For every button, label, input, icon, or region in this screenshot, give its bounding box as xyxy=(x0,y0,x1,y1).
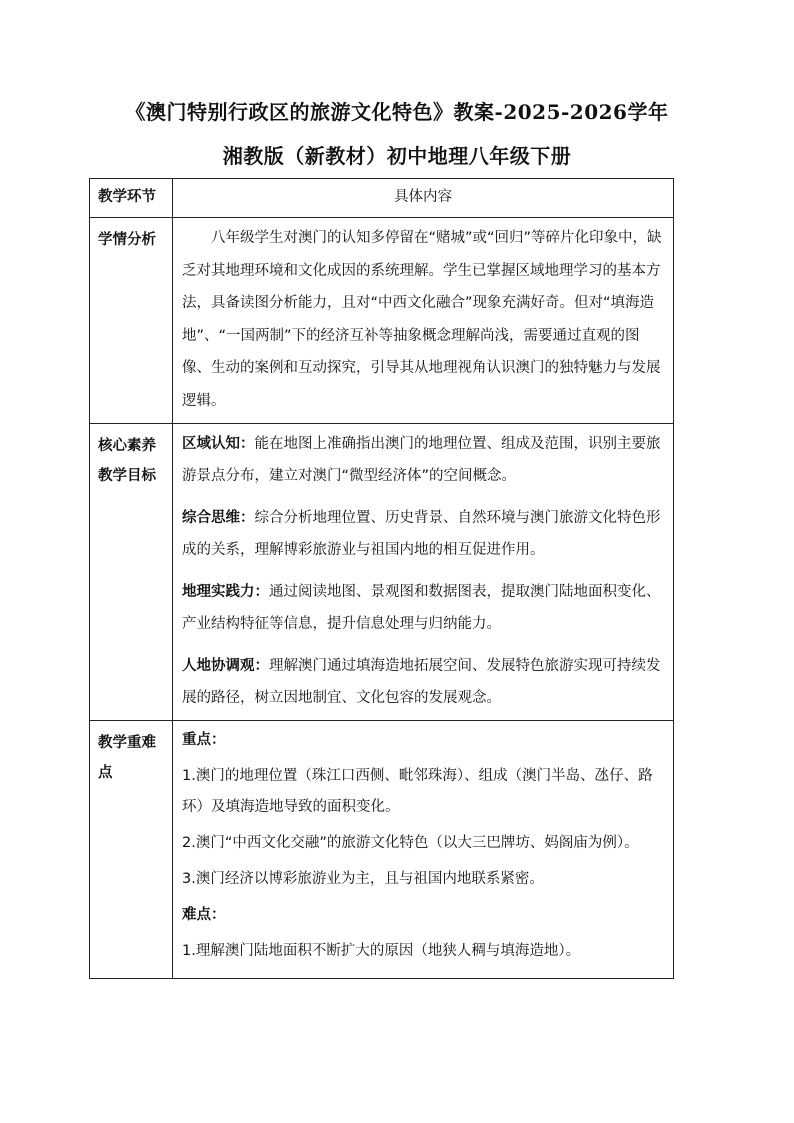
goal-geographic-practice: 地理实践力：通过阅读地图、景观图和数据图表，提取澳门陆地面积变化、产业结构特征等信息，提升信息处理与归纳能力。 xyxy=(182,584,661,632)
difficulty-heading: 难点： xyxy=(182,907,226,923)
key-points-label: 教学重难点 xyxy=(90,721,173,979)
goal-regional-cognition: 区域认知：能在地图上准确指出澳门的地理位置、组成及范围，识别主要旅游景点分布，建立对澳门“微型经济体”的空间概念。 xyxy=(182,436,661,484)
learner-analysis-label: 学情分析 xyxy=(90,218,173,424)
key-heading: 重点： xyxy=(182,732,226,748)
core-goals-content xyxy=(173,424,674,721)
difficulty-item-1: 1.理解澳门陆地面积不断扩大的原因（地狭人稠与填海造地）。 xyxy=(182,943,581,959)
learner-analysis-text: 八年级学生对澳门的认知多停留在“赌城”或“回归”等碎片化印象中，缺乏对其地理环境和文化成因的系统理解。学生已掌握区域地理学习的基本方法，具备读图分析能力，且对“中西文化融合”现象充满好奇。但对“填海造地”、“一国两制”下的经济互补等抽象概念理解尚浅，需要通过直观的图像、生动的案例和互动探究，引导其从地理视角认识澳门的独特魅力与发展逻辑。 xyxy=(182,230,662,409)
core-goals-row xyxy=(90,424,674,721)
goal-human-earth-harmony: 人地协调观：理解澳门通过填海造地拓展空间、发展特色旅游实现可持续发展的路径，树立因地制宜、文化包容的发展观念。 xyxy=(182,658,661,706)
header-section-label: 教学环节 xyxy=(90,179,173,218)
key-points-content xyxy=(173,721,674,979)
table-header-row xyxy=(90,179,674,218)
key-points-row xyxy=(90,721,674,979)
goal-integrated-thinking: 综合思维：综合分析地理位置、历史背景、自然环境与澳门旅游文化特色形成的关系，理解博彩旅游业与祖国内地的相互促进作用。 xyxy=(182,510,661,558)
lesson-plan-table xyxy=(89,178,674,979)
key-item-3: 3.澳门经济以博彩旅游业为主，且与祖国内地联系紧密。 xyxy=(182,871,544,887)
learner-analysis-content xyxy=(173,218,674,424)
header-content-label: 具体内容 xyxy=(173,179,674,218)
learner-analysis-row xyxy=(90,218,674,424)
document-title-line2: 湘教版（新教材）初中地理八年级下册 xyxy=(222,144,572,168)
core-goals-label: 核心素养教学目标 xyxy=(90,424,173,721)
document-title-line1: 《澳门特别行政区的旅游文化特色》教案-2025-2026学年 xyxy=(125,100,669,124)
key-item-2: 2.澳门“中西文化交融”的旅游文化特色（以大三巴牌坊、妈阁庙为例）。 xyxy=(182,835,639,851)
key-item-1: 1.澳门的地理位置（珠江口西侧、毗邻珠海）、组成（澳门半岛、氹仔、路环）及填海造地导致的面积变化。 xyxy=(182,768,653,815)
